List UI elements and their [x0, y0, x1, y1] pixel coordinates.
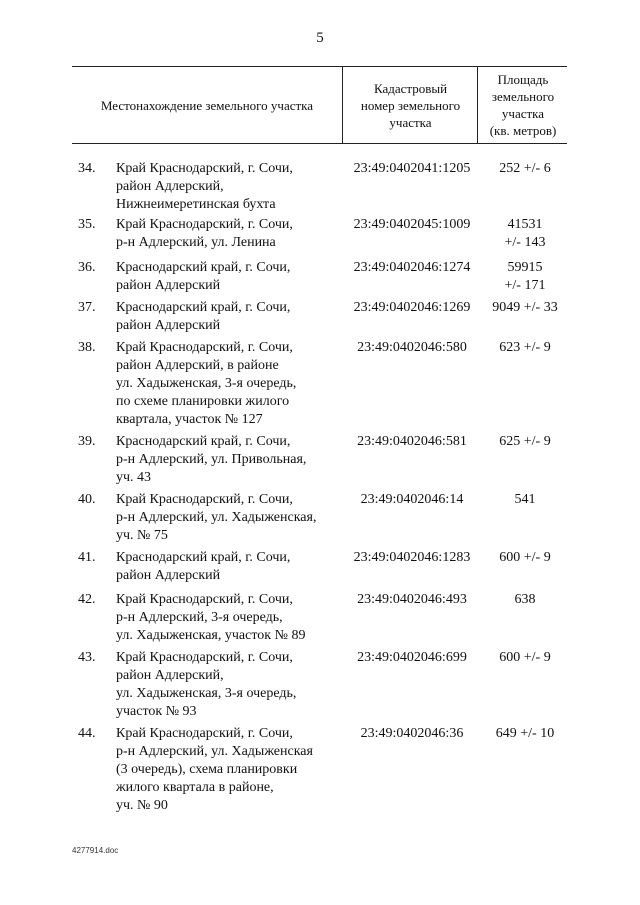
location-cell — [116, 433, 346, 487]
location-line: р-н Адлерский, ул. Привольная, — [116, 452, 307, 467]
location-line: район Адлерский — [116, 318, 221, 333]
location-line: жилого квартала в районе, — [116, 780, 274, 795]
area-value: 59915 — [507, 260, 543, 275]
location-line: (3 очередь), схема планировки — [116, 762, 298, 777]
cadastral-number: 23:49:0402046:1269 — [353, 300, 471, 315]
location-cell — [116, 725, 346, 815]
location-line: Край Краснодарский, г. Сочи, — [116, 592, 293, 607]
cadastral-number: 23:49:0402046:36 — [360, 726, 464, 741]
location-cell — [116, 339, 346, 429]
page-number: 5 — [316, 30, 324, 46]
row-number: 44. — [78, 726, 96, 741]
header-cadastral-line: номер земельного — [360, 97, 461, 113]
row-number: 37. — [78, 300, 96, 315]
cadastral-number: 23:49:0402046:581 — [357, 434, 467, 449]
table-header — [72, 66, 567, 144]
location-line: по схеме планировки жилого — [116, 394, 290, 409]
area-value: 252 +/- 6 — [499, 161, 551, 176]
row-number: 43. — [78, 650, 96, 665]
location-line: ул. Хадыженская, участок № 89 — [116, 628, 306, 643]
location-line: Край Краснодарский, г. Сочи, — [116, 726, 293, 741]
header-area — [477, 67, 568, 143]
location-line: район Адлерский — [116, 568, 221, 583]
location-line: р-н Адлерский, ул. Хадыженская — [116, 744, 313, 759]
area-value: 649 +/- 10 — [495, 726, 555, 741]
location-line: район Адлерский, — [116, 668, 224, 683]
header-area-line: земельного — [491, 89, 555, 104]
location-line: район Адлерский, в районе — [116, 358, 279, 373]
location-line: Край Краснодарский, г. Сочи, — [116, 161, 293, 176]
document-filename: 4277914.doc — [72, 846, 119, 855]
header-cadastral — [342, 67, 478, 143]
header-cadastral-line: участка — [389, 114, 432, 130]
row-number: 39. — [78, 434, 96, 449]
location-line: Краснодарский край, г. Сочи, — [116, 300, 291, 315]
location-line: район Адлерский, — [116, 179, 224, 194]
area-cell — [476, 216, 574, 252]
location-line: Край Краснодарский, г. Сочи, — [116, 492, 293, 507]
cadastral-number: 23:49:0402045:1009 — [353, 217, 471, 232]
area-value: 9049 +/- 33 — [492, 300, 558, 315]
header-location-text: Местонахождение земельного участка — [100, 97, 314, 113]
location-cell — [116, 649, 346, 721]
row-number: 40. — [78, 492, 96, 507]
row-number: 38. — [78, 340, 96, 355]
header-cadastral-line: Кадастровый — [373, 80, 448, 96]
location-line: район Адлерский — [116, 278, 221, 293]
cadastral-number: 23:49:0402046:580 — [357, 340, 467, 355]
row-number: 42. — [78, 592, 96, 607]
area-cell — [476, 591, 574, 609]
area-cell — [476, 491, 574, 509]
cadastral-number: 23:49:0402046:699 — [357, 650, 467, 665]
row-number: 35. — [78, 217, 96, 232]
cadastral-number: 23:49:0402046:493 — [357, 592, 467, 607]
area-cell — [476, 299, 574, 317]
location-line: р-н Адлерский, ул. Ленина — [116, 235, 276, 250]
area-cell — [476, 339, 574, 357]
cadastral-number: 23:49:0402041:1205 — [353, 161, 471, 176]
area-cell — [476, 433, 574, 451]
area-value: 625 +/- 9 — [499, 434, 551, 449]
location-line: Край Краснодарский, г. Сочи, — [116, 340, 293, 355]
location-cell — [116, 160, 346, 214]
location-line: ул. Хадыженская, 3-я очередь, — [116, 376, 297, 391]
location-line: р-н Адлерский, 3-я очередь, — [116, 610, 283, 625]
location-line: Краснодарский край, г. Сочи, — [116, 260, 291, 275]
area-cell — [476, 549, 574, 567]
area-value: +/- 143 — [504, 235, 546, 250]
location-cell — [116, 216, 346, 252]
location-line: уч. № 75 — [116, 528, 168, 543]
area-cell — [476, 160, 574, 178]
cadastral-number: 23:49:0402046:14 — [360, 492, 464, 507]
row-number: 36. — [78, 260, 96, 275]
location-line: Краснодарский край, г. Сочи, — [116, 434, 291, 449]
location-cell — [116, 491, 346, 545]
row-number: 34. — [78, 161, 96, 176]
area-value: +/- 171 — [504, 278, 546, 293]
header-location — [72, 67, 342, 143]
area-cell — [476, 649, 574, 667]
area-cell — [476, 259, 574, 295]
location-line: Край Краснодарский, г. Сочи, — [116, 650, 293, 665]
header-area-line: Площадь — [497, 72, 549, 87]
location-line: Нижнеимеретинская бухта — [116, 197, 276, 212]
area-cell — [476, 725, 574, 743]
location-cell — [116, 299, 346, 335]
area-value: 600 +/- 9 — [499, 550, 551, 565]
area-value: 41531 — [507, 217, 543, 232]
location-cell — [116, 549, 346, 585]
location-cell — [116, 591, 346, 645]
location-line: уч. 43 — [116, 470, 152, 485]
header-area-line: (кв. метров) — [489, 123, 557, 138]
area-value: 541 — [514, 492, 536, 507]
header-area-line: участка — [501, 106, 545, 121]
cadastral-number: 23:49:0402046:1283 — [353, 550, 471, 565]
location-line: участок № 93 — [116, 704, 197, 719]
row-number: 41. — [78, 550, 96, 565]
location-line: Край Краснодарский, г. Сочи, — [116, 217, 293, 232]
area-value: 623 +/- 9 — [499, 340, 551, 355]
area-value: 600 +/- 9 — [499, 650, 551, 665]
location-line: квартала, участок № 127 — [116, 412, 263, 427]
location-line: р-н Адлерский, ул. Хадыженская, — [116, 510, 317, 525]
location-line: уч. № 90 — [116, 798, 168, 813]
location-line: ул. Хадыженская, 3-я очередь, — [116, 686, 297, 701]
area-value: 638 — [514, 592, 536, 607]
location-line: Краснодарский край, г. Сочи, — [116, 550, 291, 565]
cadastral-number: 23:49:0402046:1274 — [353, 260, 471, 275]
location-cell — [116, 259, 346, 295]
